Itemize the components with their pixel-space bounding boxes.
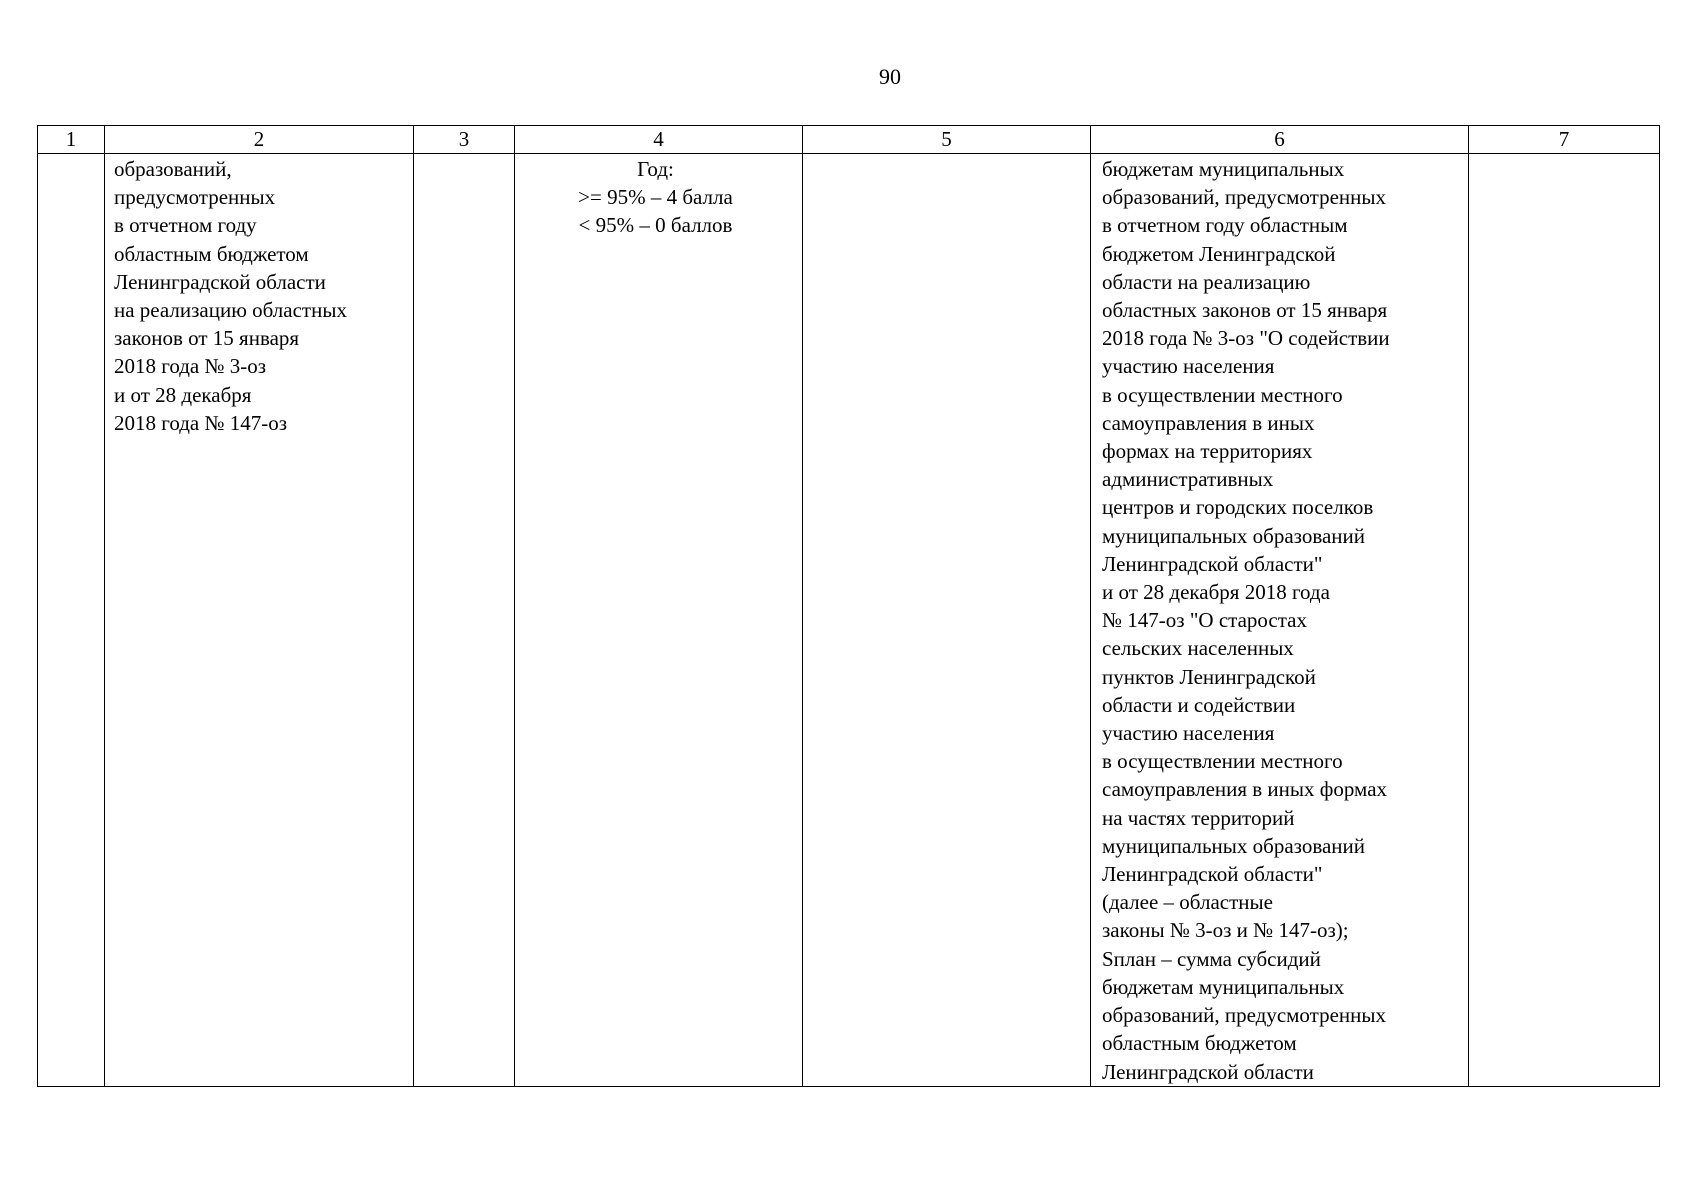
table-cell-col3 bbox=[414, 154, 515, 1087]
column-header-6: 6 bbox=[1091, 126, 1469, 154]
table-cell-col6 bbox=[1091, 154, 1469, 1087]
cell-text-col7 bbox=[1469, 154, 1659, 155]
column-header-3: 3 bbox=[414, 126, 515, 154]
cell-text-col3 bbox=[414, 154, 514, 155]
column-header-5: 5 bbox=[803, 126, 1091, 154]
column-header-7: 7 bbox=[1469, 126, 1660, 154]
column-header-4: 4 bbox=[515, 126, 803, 154]
table-cell-col1 bbox=[38, 154, 105, 1087]
table-cell-col2 bbox=[105, 154, 414, 1087]
cell-text-col1 bbox=[38, 154, 104, 155]
document-table bbox=[37, 125, 1660, 1087]
table-header-row bbox=[38, 126, 1660, 154]
table-cell-col7 bbox=[1469, 154, 1660, 1087]
cell-text-col4: Год: >= 95% – 4 балла < 95% – 0 баллов bbox=[578, 157, 733, 238]
cell-text-col2: образований, предусмотренных в отчетном году областным бюджетом Ленинградской области на реализацию областных законов от 15 января 2018 года № 3-оз и от 28 декабря 2018 года № 147-оз bbox=[114, 157, 347, 435]
column-header-2: 2 bbox=[105, 126, 414, 154]
column-header-1: 1 bbox=[38, 126, 105, 154]
table-cell-col4 bbox=[515, 154, 803, 1087]
cell-text-col6: бюджетам муниципальных образований, предусмотренных в отчетном году областным бюджетом Ленинградской области на реализацию областных законов от 15 января 2018 года № 3-оз "О содействии участию населения в осуществлении местного самоуправления в иных формах на территориях административных центров и городских поселков муниципальных образований Ленинградской области" и от 28 декабря 2018 года № 147-оз "О старостах сельских населенных пунктов Ленинградской области и содействии участию населения в осуществлении местного самоуправления в иных формах на частях территорий муниципальных образований Ленинградской области" (далее – областные законы № 3-оз и № 147-оз); Sплан – сумма субсидий бюджетам муниципальных образований, предусмотренных областным бюджетом Ленинградской области bbox=[1102, 157, 1390, 1084]
table-row bbox=[38, 154, 1660, 1087]
cell-text-col5 bbox=[803, 154, 1090, 155]
table-cell-col5 bbox=[803, 154, 1091, 1087]
page-number: 90 bbox=[879, 64, 901, 89]
